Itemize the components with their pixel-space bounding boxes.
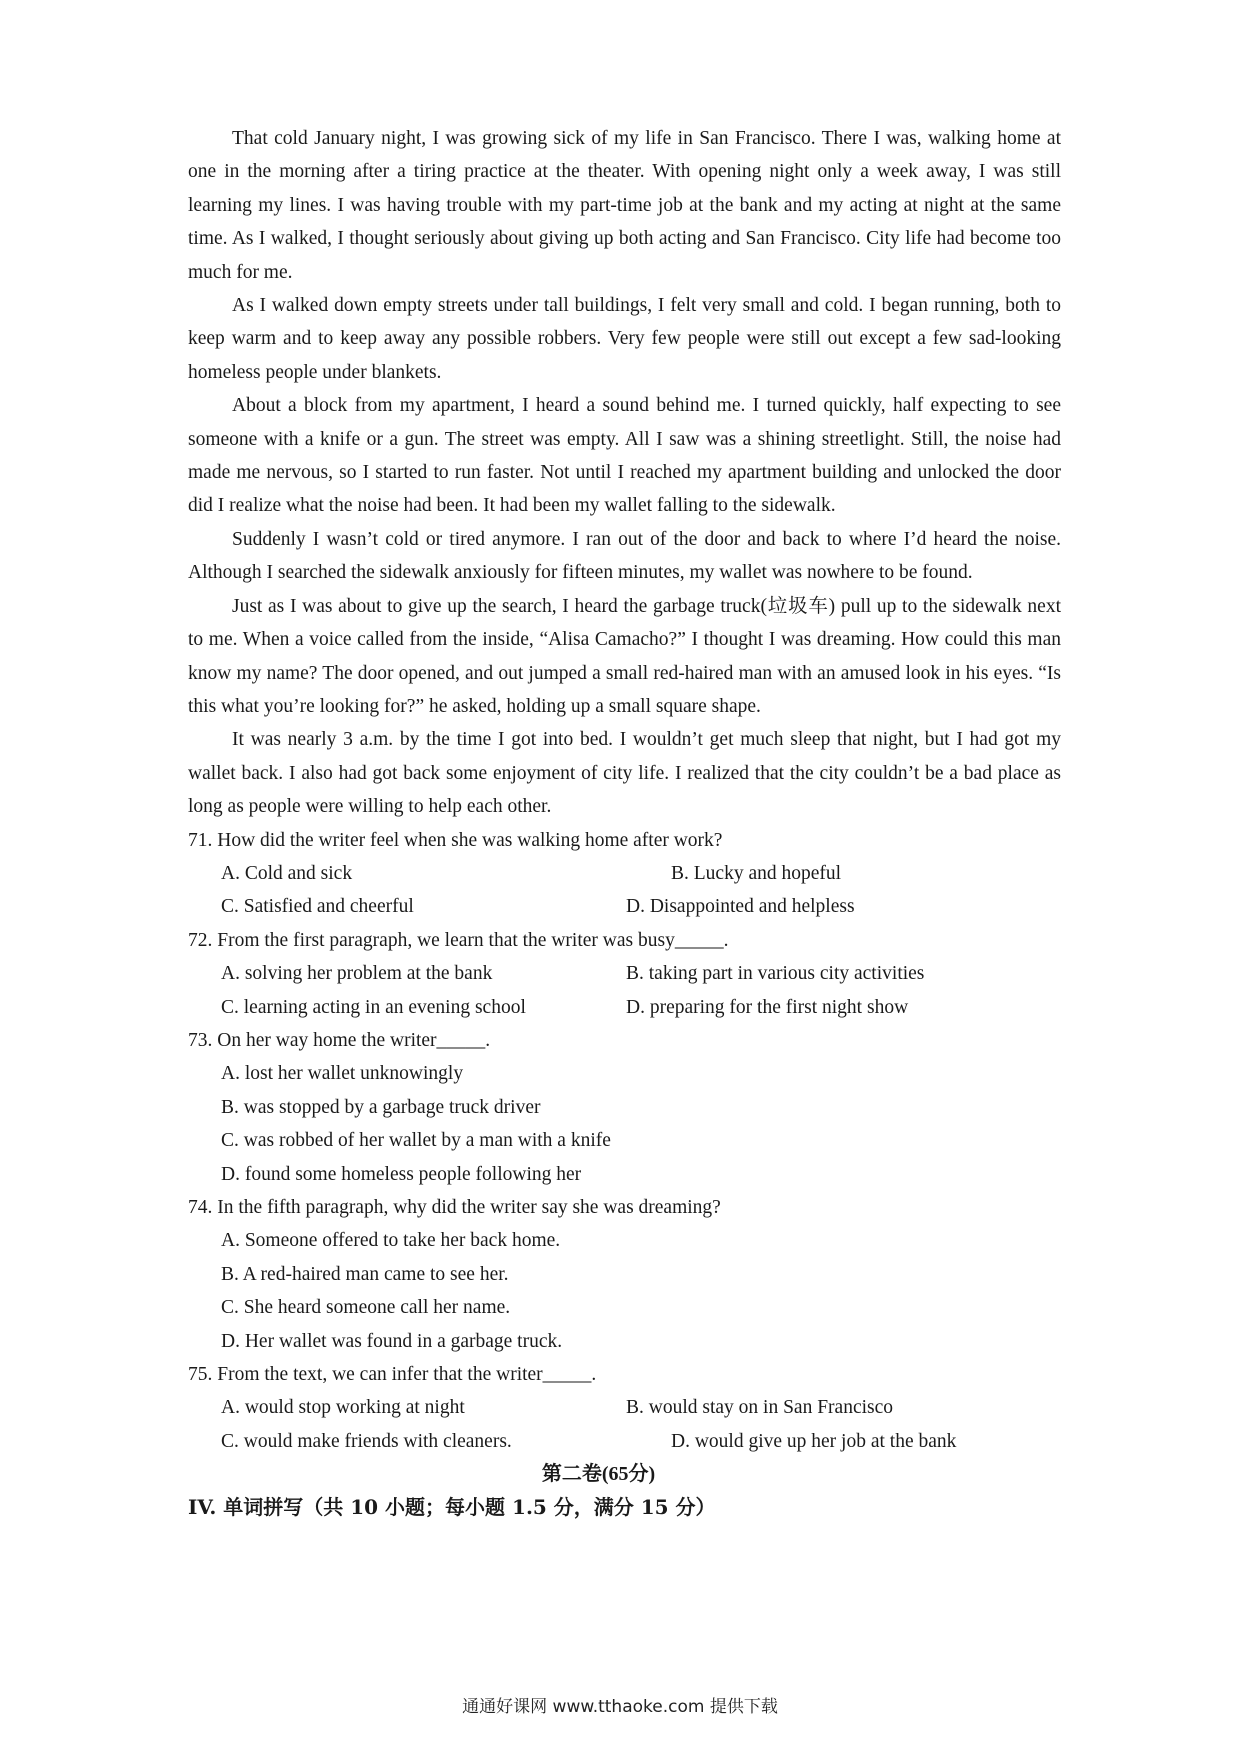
option-row: [188, 1325, 1061, 1358]
option-b: B. would stay on in San Francisco: [626, 1397, 894, 1419]
option-row: [188, 1091, 1061, 1124]
page-footer: 通通好课网 www.tthaoke.com 提供下载: [462, 1697, 778, 1717]
option-d: D. Disappointed and helpless: [626, 896, 855, 918]
option-d: D. Her wallet was found in a garbage truck.: [221, 1330, 563, 1352]
exam-page: [188, 122, 1061, 1524]
question-stem: 72. From the first paragraph, we learn that the writer was busy_____.: [188, 929, 729, 951]
option-b: B. taking part in various city activities: [626, 963, 925, 985]
option-row: [188, 1425, 1061, 1458]
option-row: [188, 1057, 1061, 1090]
passage-paragraph-3: About a block from my apartment, I heard a sound behind me. I turned quickly, half expecting to see someone with a knife or a gun. The street was empty. All I saw was a shining streetlight. Still, the noise had made me nervous, so I started to run faster. Not until I reached my apartment building and unlocked the door did I realize what the noise had been. It had been my wallet falling to the sidewalk.: [188, 395, 1061, 517]
option-row: [188, 991, 1061, 1024]
option-b: B. Lucky and hopeful: [671, 862, 842, 884]
option-row: [188, 857, 1061, 890]
question-stem: 73. On her way home the writer_____.: [188, 1029, 491, 1051]
option-row: [188, 1291, 1061, 1324]
option-c: C. She heard someone call her name.: [221, 1297, 511, 1319]
option-row: [188, 1124, 1061, 1157]
option-row: [188, 1158, 1061, 1191]
passage-paragraph-5: Just as I was about to give up the search, I heard the garbage truck(垃圾车) pull up to the sidewalk next to me. When a voice called from the inside, “Alisa Camacho?” I thought I was dreaming. How could this man know my name? The door opened, and out jumped a small red-haired man with an amused look in his eyes. “Is this what you’re looking for?” he asked, holding up a small square shape.: [188, 595, 1061, 717]
question-73: [188, 1024, 1061, 1191]
option-a: A. solving her problem at the bank: [221, 963, 493, 985]
option-c: C. learning acting in an evening school: [221, 996, 526, 1018]
question-stem: 74. In the fifth paragraph, why did the writer say she was dreaming?: [188, 1197, 721, 1218]
option-c: C. Satisfied and cheerful: [221, 896, 414, 918]
option-row: [188, 890, 1061, 923]
option-row: [188, 957, 1061, 990]
option-a: A. Cold and sick: [221, 862, 353, 884]
question-72: [188, 924, 1061, 1024]
section-heading: IV. 单词拼写（共 10 小题；每小题 1.5 分，满分 15 分）: [188, 1495, 716, 1520]
option-c: C. was robbed of her wallet by a man with a knife: [221, 1130, 611, 1152]
passage-paragraph-1: That cold January night, I was growing sick of my life in San Francisco. There I was, walking home at one in the morning after a tiring practice at the theater. With opening night only a week away, I was still learning my lines. I was having trouble with my part-time job at the bank and my acting at night at the same time. As I walked, I thought seriously about giving up both acting and San Francisco. City life had become too much for me.: [188, 128, 1061, 283]
option-a: A. Someone offered to take her back home.: [221, 1230, 561, 1252]
passage-paragraph-6: It was nearly 3 a.m. by the time I got into bed. I wouldn’t get much sleep that night, but I had got my wallet back. I also had got back some enjoyment of city life. I realized that the city couldn’t be a bad place as long as people were willing to help each other.: [188, 729, 1061, 818]
option-row: [188, 1224, 1061, 1257]
option-row: [188, 1258, 1061, 1291]
question-stem: 75. From the text, we can infer that the writer_____.: [188, 1364, 597, 1386]
option-b: B. was stopped by a garbage truck driver: [221, 1096, 541, 1118]
option-a: A. would stop working at night: [221, 1397, 465, 1419]
question-stem: 71. How did the writer feel when she was walking home after work?: [188, 829, 723, 851]
question-74: [188, 1191, 1061, 1358]
section-title: 第二卷(65分): [541, 1463, 656, 1486]
option-d: D. would give up her job at the bank: [671, 1430, 957, 1452]
option-c: C. would make friends with cleaners.: [221, 1430, 512, 1452]
option-row: [188, 1391, 1061, 1424]
question-75: [188, 1358, 1061, 1458]
option-d: D. preparing for the first night show: [626, 996, 909, 1018]
passage-paragraph-2: As I walked down empty streets under tall buildings, I felt very small and cold. I began running, both to keep warm and to keep away any possible robbers. Very few people were still out except a few sad-looking homeless people under blankets.: [188, 295, 1061, 383]
passage-paragraph-4: Suddenly I wasn’t cold or tired anymore. I ran out of the door and back to where I’d heard the noise. Although I searched the sidewalk anxiously for fifteen minutes, my wallet was nowhere to be found.: [188, 528, 1061, 584]
option-b: B. A red-haired man came to see her.: [221, 1263, 509, 1285]
option-a: A. lost her wallet unknowingly: [221, 1063, 464, 1085]
option-d: D. found some homeless people following her: [221, 1163, 582, 1185]
question-71: [188, 824, 1061, 924]
